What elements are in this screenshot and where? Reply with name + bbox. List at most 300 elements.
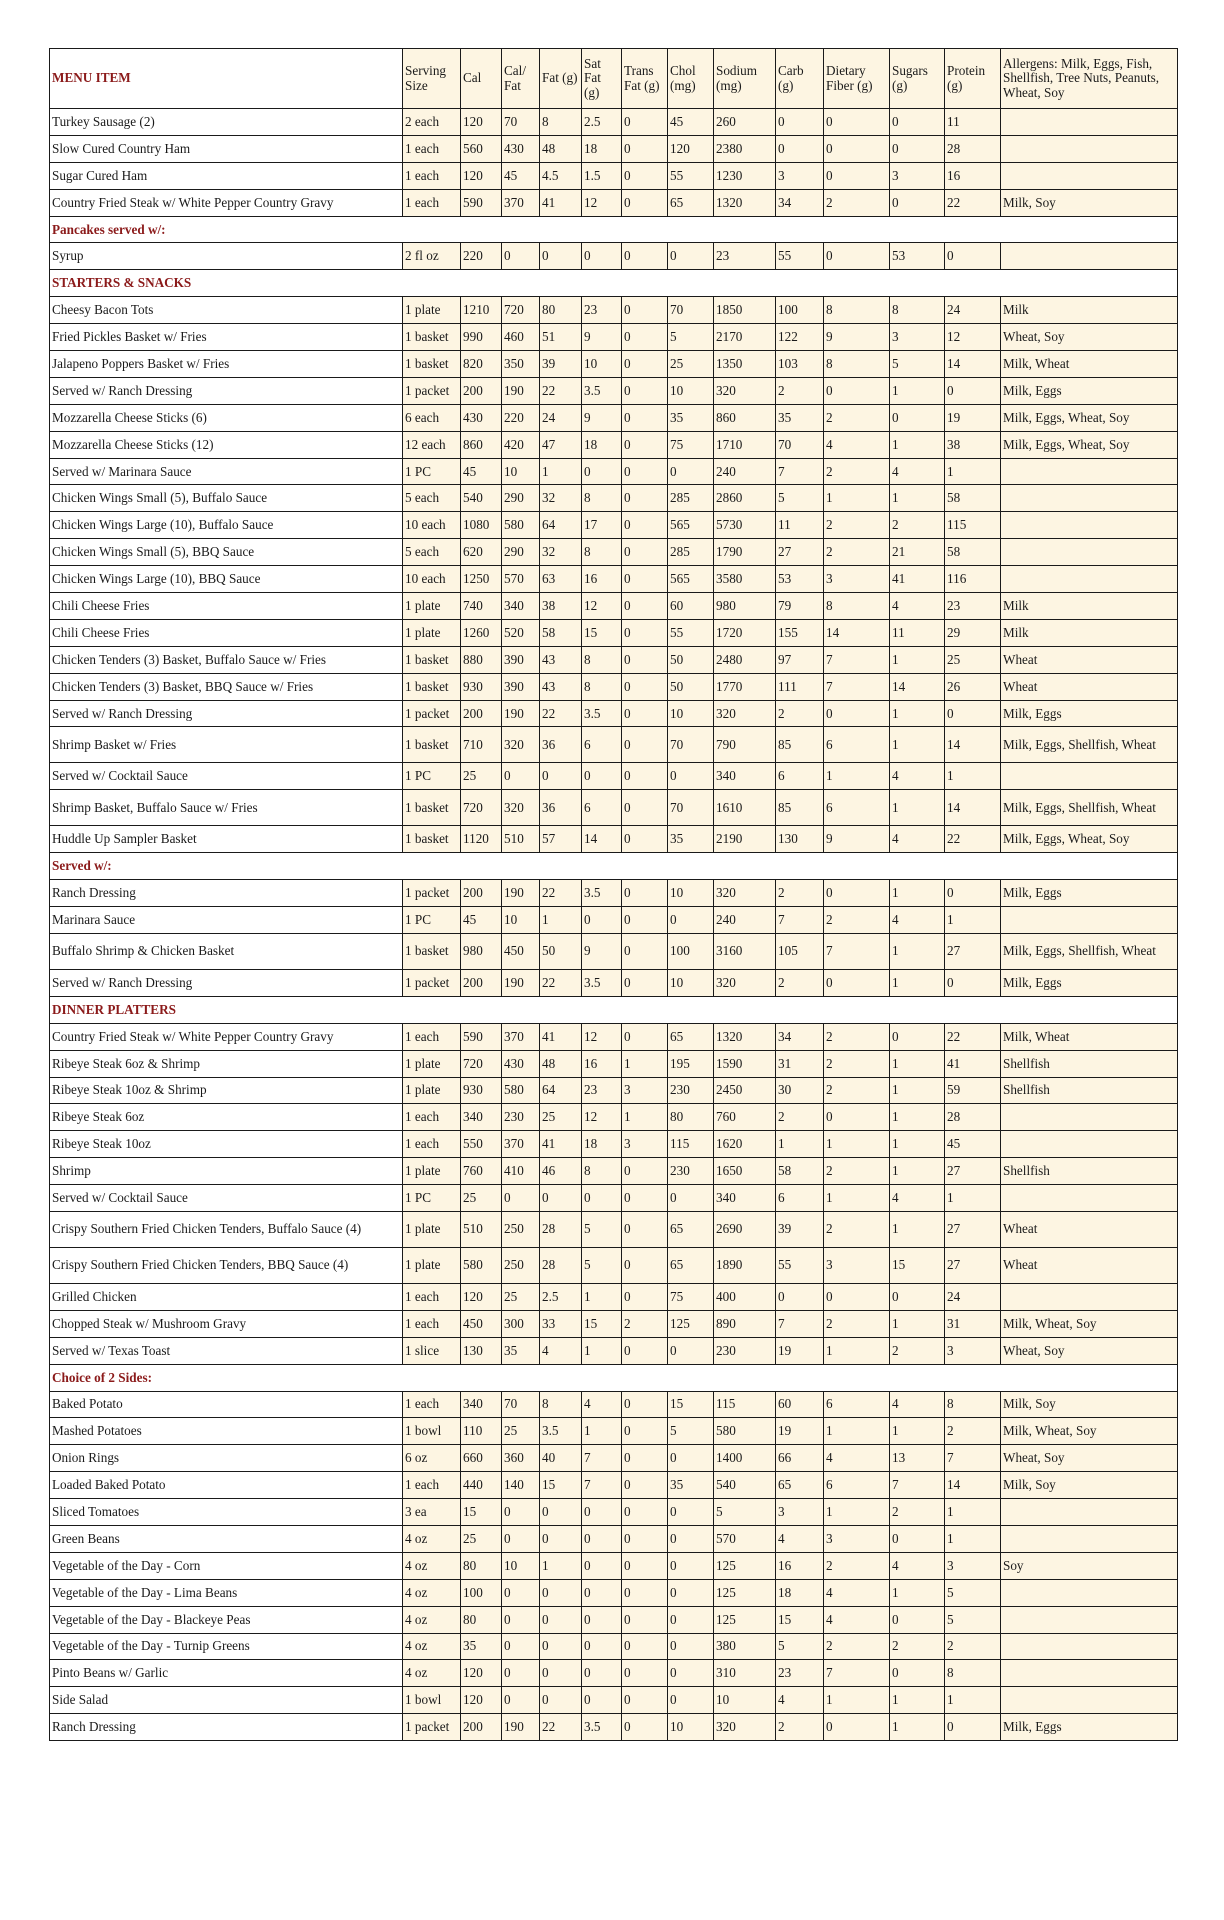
serving-size-cell: 1 each [403,1310,461,1337]
nutrient-cell: 0 [622,1687,668,1714]
nutrient-cell: 5730 [714,512,776,539]
nutrient-cell: 9 [582,933,622,969]
menu-item-name: Chili Cheese Fries [50,619,403,646]
menu-item-name: Baked Potato [50,1391,403,1418]
nutrient-cell: 8 [582,646,622,673]
nutrient-cell: 790 [714,727,776,763]
nutrient-cell: 390 [502,673,540,700]
table-row [50,243,1178,270]
nutrient-cell: 0 [582,458,622,485]
nutrient-cell: 12 [582,1023,622,1050]
nutrient-cell: 103 [776,351,824,378]
nutrient-cell: 0 [622,907,668,934]
nutrient-cell: 620 [461,539,502,566]
menu-item-name: Chili Cheese Fries [50,593,403,620]
nutrient-cell: 7 [824,646,890,673]
nutrient-cell: 0 [668,1499,714,1526]
nutrient-cell: 39 [776,1211,824,1247]
nutrient-cell: 24 [945,1283,1001,1310]
nutrient-cell: 70 [668,790,714,826]
nutrient-cell: 0 [622,969,668,996]
section-title: Choice of 2 Sides: [50,1364,1178,1391]
nutrient-cell: 23 [582,1077,622,1104]
serving-size-cell: 1 basket [403,351,461,378]
nutrient-cell: 0 [622,1445,668,1472]
table-row [50,1310,1178,1337]
nutrient-cell: 0 [945,243,1001,270]
serving-size-cell: 1 basket [403,673,461,700]
nutrient-cell: 260 [714,109,776,136]
nutrient-cell: 0 [622,512,668,539]
menu-item-name: Buffalo Shrimp & Chicken Basket [50,933,403,969]
nutrient-cell: 50 [540,933,582,969]
menu-item-name: Vegetable of the Day - Lima Beans [50,1579,403,1606]
column-header: Protein (g) [945,49,1001,109]
nutrient-cell: 22 [945,189,1001,216]
nutrient-cell: 0 [824,1104,890,1131]
table-row [50,593,1178,620]
allergens-cell: Milk, Soy [1001,189,1178,216]
nutrient-cell: 38 [540,593,582,620]
table-row [50,1158,1178,1185]
nutrient-cell: 3.5 [582,969,622,996]
nutrient-cell: 41 [540,1023,582,1050]
serving-size-cell: 1 packet [403,880,461,907]
nutrient-cell: 17 [582,512,622,539]
nutrient-cell: 410 [502,1158,540,1185]
nutrient-cell: 12 [582,189,622,216]
nutrient-cell: 80 [540,297,582,324]
column-header: Sugars (g) [890,49,945,109]
nutrient-cell: 230 [714,1337,776,1364]
nutrient-cell: 580 [714,1418,776,1445]
nutrient-cell: 0 [668,1525,714,1552]
menu-item-name: Chicken Wings Large (10), BBQ Sauce [50,566,403,593]
nutrient-cell: 720 [461,1050,502,1077]
table-row [50,431,1178,458]
nutrient-cell: 2 [776,1104,824,1131]
nutrient-cell: 27 [945,933,1001,969]
nutrient-cell: 0 [540,1687,582,1714]
nutrient-cell: 36 [540,790,582,826]
nutrient-cell: 230 [668,1077,714,1104]
nutrient-cell: 0 [540,1185,582,1212]
nutrient-cell: 3 [945,1337,1001,1364]
nutrient-cell: 3.5 [582,880,622,907]
nutrient-cell: 32 [540,485,582,512]
nutrient-cell: 2 [945,1633,1001,1660]
nutrient-cell: 760 [714,1104,776,1131]
serving-size-cell: 1 slice [403,1337,461,1364]
nutrient-cell: 360 [502,1445,540,1472]
nutrient-cell: 12 [582,1104,622,1131]
nutrient-cell: 65 [668,189,714,216]
nutrient-cell: 0 [945,377,1001,404]
nutrient-cell: 0 [668,1552,714,1579]
nutrient-cell: 0 [890,404,945,431]
nutrient-cell: 85 [776,790,824,826]
menu-item-name: Jalapeno Poppers Basket w/ Fries [50,351,403,378]
nutrient-cell: 1260 [461,619,502,646]
table-row [50,1391,1178,1418]
nutrient-cell: 1 [890,377,945,404]
nutrient-cell: 370 [502,1131,540,1158]
nutrient-cell: 31 [945,1310,1001,1337]
table-row [50,1660,1178,1687]
menu-item-name: Crispy Southern Fried Chicken Tenders, BBQ Sauce (4) [50,1247,403,1283]
nutrient-cell: 65 [668,1247,714,1283]
allergens-cell [1001,135,1178,162]
nutrient-cell: 0 [582,1579,622,1606]
nutrient-cell: 8 [582,1158,622,1185]
allergens-cell: Wheat [1001,1211,1178,1247]
nutrient-cell: 41 [540,189,582,216]
menu-item-name: Served w/ Texas Toast [50,1337,403,1364]
nutrient-cell: 10 [502,458,540,485]
nutrient-cell: 1 [622,1104,668,1131]
nutrient-cell: 0 [668,907,714,934]
nutrient-cell: 55 [776,243,824,270]
nutrient-cell: 58 [945,485,1001,512]
nutrient-cell: 1 [890,1104,945,1131]
serving-size-cell: 1 each [403,162,461,189]
nutrient-cell: 4 [776,1525,824,1552]
nutrient-cell: 7 [776,907,824,934]
serving-size-cell: 1 plate [403,297,461,324]
nutrient-cell: 0 [622,593,668,620]
nutrient-cell: 0 [622,485,668,512]
nutrient-cell: 57 [540,826,582,853]
nutrient-cell: 200 [461,377,502,404]
allergens-cell [1001,1131,1178,1158]
nutrient-cell: 28 [540,1247,582,1283]
nutrient-cell: 48 [540,135,582,162]
serving-size-cell: 1 plate [403,593,461,620]
nutrient-cell: 6 [776,1185,824,1212]
nutrient-cell: 3 [890,324,945,351]
nutrient-cell: 0 [622,790,668,826]
nutrient-cell: 14 [582,826,622,853]
nutrient-cell: 0 [582,1525,622,1552]
nutrient-cell: 0 [622,646,668,673]
nutrient-cell: 0 [668,458,714,485]
allergens-cell: Wheat [1001,673,1178,700]
nutrient-cell: 1 [824,1131,890,1158]
menu-item-name: Chicken Wings Small (5), BBQ Sauce [50,539,403,566]
allergens-cell [1001,1606,1178,1633]
nutrient-cell: 320 [714,880,776,907]
menu-item-name: Loaded Baked Potato [50,1472,403,1499]
table-row [50,1579,1178,1606]
serving-size-cell: 5 each [403,539,461,566]
nutrient-cell: 0 [668,763,714,790]
nutrient-cell: 290 [502,539,540,566]
nutrient-cell: 990 [461,324,502,351]
table-row [50,1687,1178,1714]
column-header: Cal [461,49,502,109]
nutrient-cell: 155 [776,619,824,646]
nutrient-cell: 590 [461,1023,502,1050]
nutrition-table [49,48,1178,1741]
serving-size-cell: 1 packet [403,969,461,996]
table-row [50,1104,1178,1131]
serving-size-cell: 1 each [403,189,461,216]
nutrient-cell: 0 [582,243,622,270]
nutrient-cell: 0 [668,243,714,270]
allergens-cell [1001,1104,1178,1131]
nutrient-cell: 35 [668,404,714,431]
nutrient-cell: 25 [945,646,1001,673]
allergens-cell: Milk, Eggs [1001,700,1178,727]
nutrient-cell: 65 [668,1211,714,1247]
nutrient-cell: 0 [945,1714,1001,1741]
nutrient-cell: 1 [890,485,945,512]
serving-size-cell: 6 each [403,404,461,431]
nutrient-cell: 2 [824,1158,890,1185]
table-row [50,162,1178,189]
nutrient-cell: 8 [824,297,890,324]
serving-size-cell: 1 plate [403,619,461,646]
nutrient-cell: 980 [714,593,776,620]
nutrient-cell: 38 [945,431,1001,458]
nutrient-cell: 35 [776,404,824,431]
nutrient-cell: 51 [540,324,582,351]
nutrient-cell: 60 [668,593,714,620]
nutrient-cell: 8 [540,1391,582,1418]
nutrient-cell: 0 [622,700,668,727]
nutrient-cell: 29 [945,619,1001,646]
allergens-cell [1001,763,1178,790]
nutrient-cell: 1720 [714,619,776,646]
serving-size-cell: 4 oz [403,1552,461,1579]
menu-item-name: Mozzarella Cheese Sticks (12) [50,431,403,458]
nutrient-cell: 190 [502,880,540,907]
nutrient-cell: 0 [622,1283,668,1310]
nutrient-cell: 1 [824,1418,890,1445]
nutrient-cell: 39 [540,351,582,378]
nutrient-cell: 4 [776,1687,824,1714]
nutrient-cell: 740 [461,593,502,620]
nutrient-cell: 220 [461,243,502,270]
nutrient-cell: 760 [461,1158,502,1185]
allergens-cell: Wheat [1001,646,1178,673]
nutrient-cell: 0 [582,1552,622,1579]
nutrient-cell: 125 [714,1552,776,1579]
nutrient-cell: 21 [890,539,945,566]
nutrient-cell: 320 [502,727,540,763]
nutrient-cell: 2.5 [540,1283,582,1310]
nutrient-cell: 1 [582,1283,622,1310]
allergens-cell [1001,1499,1178,1526]
nutrient-cell: 660 [461,1445,502,1472]
nutrient-cell: 25 [461,1185,502,1212]
nutrient-cell: 9 [824,324,890,351]
table-row [50,1283,1178,1310]
table-row [50,324,1178,351]
nutrient-cell: 0 [776,109,824,136]
serving-size-cell: 10 each [403,566,461,593]
nutrient-cell: 200 [461,1714,502,1741]
nutrient-cell: 70 [776,431,824,458]
nutrient-cell: 0 [622,1499,668,1526]
serving-size-cell: 1 each [403,1391,461,1418]
serving-size-cell: 1 each [403,1104,461,1131]
column-header: Trans Fat (g) [622,49,668,109]
nutrient-cell: 0 [622,1552,668,1579]
table-row [50,969,1178,996]
nutrient-cell: 2 [824,1633,890,1660]
nutrient-cell: 4 [890,1552,945,1579]
nutrient-cell: 0 [622,243,668,270]
nutrient-cell: 1.5 [582,162,622,189]
nutrient-cell: 0 [622,1211,668,1247]
table-row [50,1525,1178,1552]
nutrient-cell: 860 [714,404,776,431]
nutrient-cell: 7 [890,1472,945,1499]
nutrient-cell: 53 [890,243,945,270]
menu-item-name: Vegetable of the Day - Turnip Greens [50,1633,403,1660]
menu-item-name: Pinto Beans w/ Garlic [50,1660,403,1687]
nutrient-cell: 0 [668,1660,714,1687]
nutrient-cell: 590 [461,189,502,216]
nutrient-cell: 2 [824,1050,890,1077]
nutrient-cell: 340 [461,1391,502,1418]
nutrient-cell: 0 [824,1283,890,1310]
table-row [50,1552,1178,1579]
nutrient-cell: 1 [824,485,890,512]
nutrient-cell: 370 [502,189,540,216]
column-header: Allergens: Milk, Eggs, Fish, Shellfish, Tree Nuts, Peanuts, Wheat, Soy [1001,49,1178,109]
nutrient-cell: 4 [890,1391,945,1418]
menu-item-name: Fried Pickles Basket w/ Fries [50,324,403,351]
allergens-cell [1001,162,1178,189]
nutrient-cell: 190 [502,700,540,727]
serving-size-cell: 1 each [403,1023,461,1050]
nutrient-cell: 25 [461,763,502,790]
allergens-cell [1001,1185,1178,1212]
nutrient-cell: 1 [890,727,945,763]
menu-item-name: Sugar Cured Ham [50,162,403,189]
nutrient-cell: 3 [776,162,824,189]
allergens-cell: Milk, Wheat [1001,351,1178,378]
nutrient-cell: 7 [824,933,890,969]
nutrient-cell: 4 [824,1579,890,1606]
nutrient-cell: 25 [502,1418,540,1445]
table-row [50,1211,1178,1247]
menu-item-name: Served w/ Ranch Dressing [50,700,403,727]
nutrient-cell: 0 [824,880,890,907]
nutrient-cell: 1590 [714,1050,776,1077]
table-row [50,907,1178,934]
nutrient-cell: 50 [668,673,714,700]
nutrient-cell: 520 [502,619,540,646]
nutrient-cell: 1 [890,646,945,673]
nutrient-cell: 2 [824,1077,890,1104]
nutrient-cell: 22 [540,1714,582,1741]
nutrient-cell: 65 [668,1023,714,1050]
nutrient-cell: 1 [582,1418,622,1445]
nutrient-cell: 2 [776,700,824,727]
nutrient-cell: 97 [776,646,824,673]
serving-size-cell: 1 basket [403,790,461,826]
serving-size-cell: 1 packet [403,700,461,727]
column-header: MENU ITEM [50,49,403,109]
nutrient-cell: 40 [540,1445,582,1472]
section-title: STARTERS & SNACKS [50,270,1178,297]
nutrient-cell: 0 [776,135,824,162]
nutrient-cell: 1 [890,969,945,996]
nutrient-cell: 2 [824,512,890,539]
nutrient-cell: 3 [890,162,945,189]
serving-size-cell: 3 ea [403,1499,461,1526]
nutrient-cell: 8 [540,109,582,136]
nutrient-cell: 340 [714,763,776,790]
nutrient-cell: 27 [945,1247,1001,1283]
nutrient-cell: 0 [622,1606,668,1633]
allergens-cell: Milk, Eggs, Wheat, Soy [1001,431,1178,458]
menu-item-name: Shrimp [50,1158,403,1185]
nutrient-cell: 1 [890,431,945,458]
nutrient-cell: 190 [502,1714,540,1741]
nutrient-cell: 0 [540,243,582,270]
table-row [50,109,1178,136]
nutrient-cell: 230 [502,1104,540,1131]
serving-size-cell: 1 basket [403,324,461,351]
nutrient-cell: 115 [714,1391,776,1418]
nutrient-cell: 25 [461,1525,502,1552]
table-row [50,933,1178,969]
nutrient-cell: 1 [890,700,945,727]
nutrient-cell: 70 [668,727,714,763]
nutrient-cell: 34 [776,1023,824,1050]
serving-size-cell: 2 fl oz [403,243,461,270]
allergens-cell: Milk, Eggs, Shellfish, Wheat [1001,727,1178,763]
nutrient-cell: 0 [582,1606,622,1633]
serving-size-cell: 4 oz [403,1633,461,1660]
nutrient-cell: 1 [890,1418,945,1445]
nutrient-cell: 0 [582,907,622,934]
nutrient-cell: 0 [502,1579,540,1606]
nutrient-cell: 6 [776,763,824,790]
nutrient-cell: 0 [890,109,945,136]
nutrient-cell: 122 [776,324,824,351]
nutrient-cell: 100 [776,297,824,324]
nutrient-cell: 0 [582,1660,622,1687]
table-row [50,1077,1178,1104]
nutrient-cell: 0 [890,1525,945,1552]
allergens-cell: Milk, Eggs [1001,880,1178,907]
nutrient-cell: 0 [622,826,668,853]
nutrient-cell: 420 [502,431,540,458]
nutrient-cell: 0 [824,969,890,996]
nutrient-cell: 28 [540,1211,582,1247]
nutrient-cell: 0 [668,1185,714,1212]
serving-size-cell: 4 oz [403,1660,461,1687]
allergens-cell: Milk, Eggs [1001,969,1178,996]
allergens-cell [1001,539,1178,566]
nutrient-cell: 60 [776,1391,824,1418]
nutrient-cell: 10 [502,907,540,934]
allergens-cell: Milk, Eggs, Shellfish, Wheat [1001,933,1178,969]
nutrient-cell: 79 [776,593,824,620]
nutrient-cell: 0 [890,189,945,216]
nutrient-cell: 14 [890,673,945,700]
nutrient-cell: 240 [714,907,776,934]
nutrient-cell: 11 [776,512,824,539]
column-header: Dietary Fiber (g) [824,49,890,109]
menu-item-name: Served w/ Ranch Dressing [50,969,403,996]
nutrient-cell: 4 [540,1337,582,1364]
